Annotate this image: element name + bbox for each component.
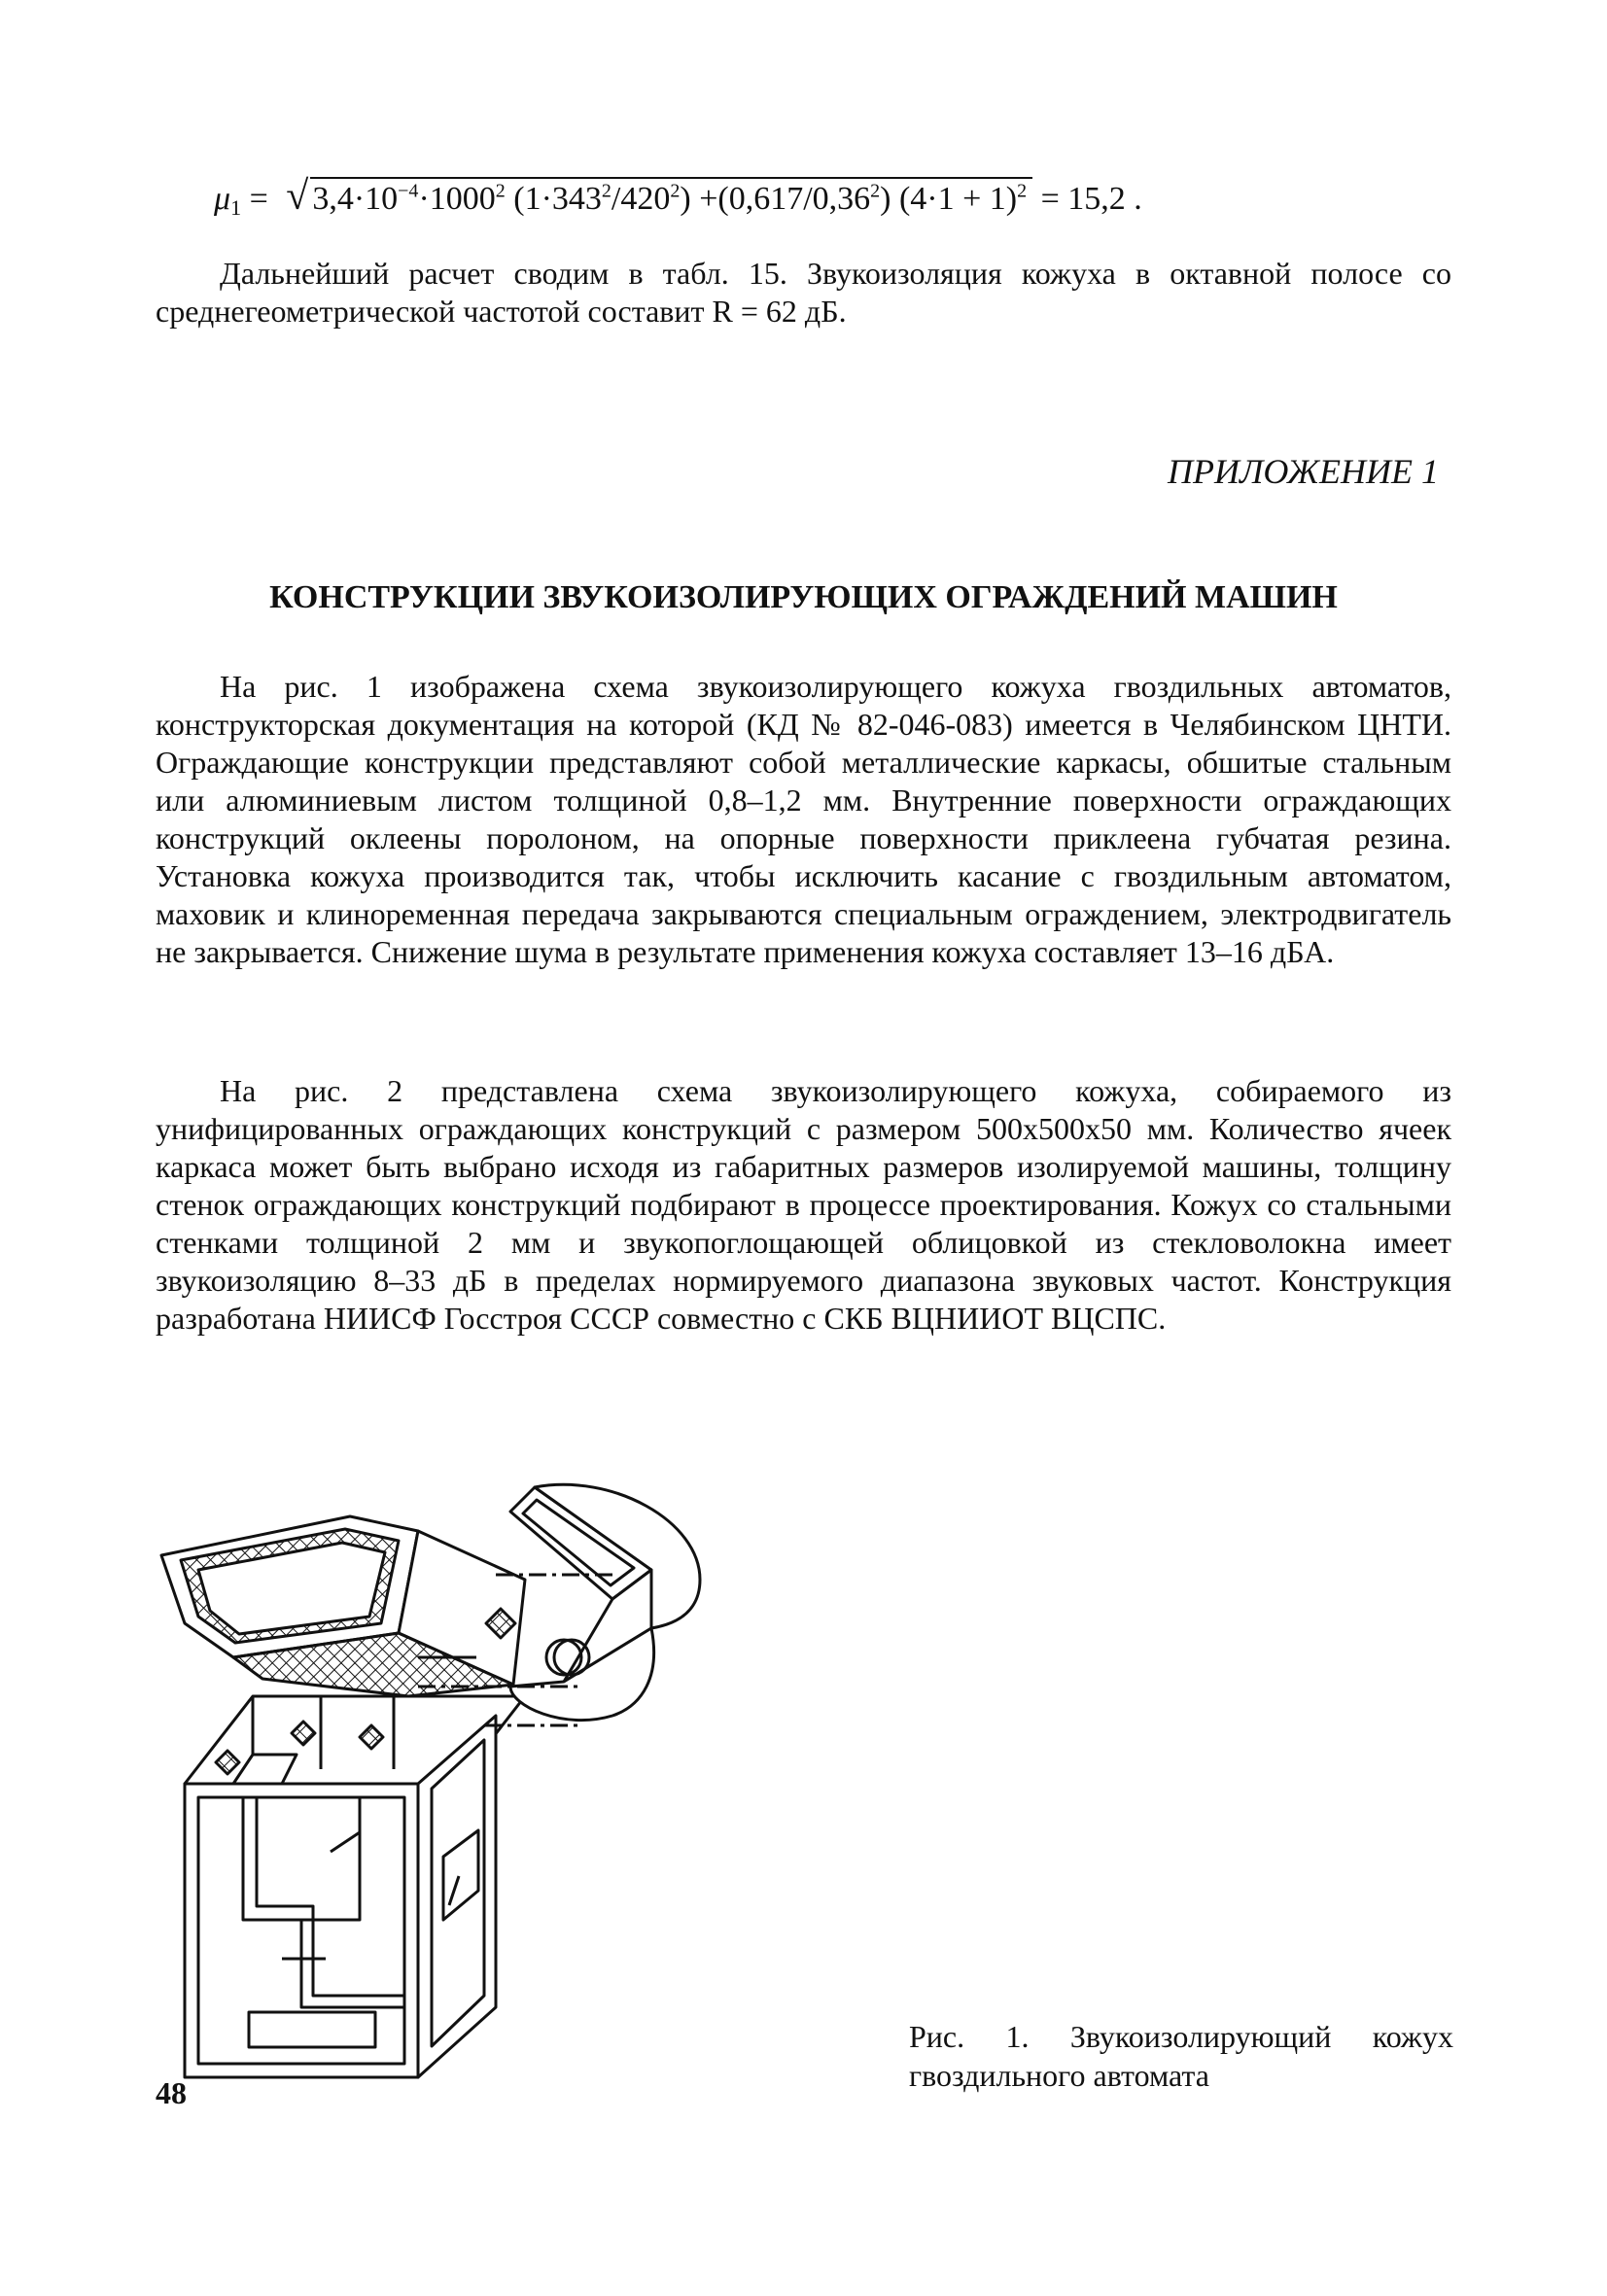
radicand-part: (1·343: [505, 181, 602, 217]
radicand-part: ) (4·1 + 1): [880, 181, 1018, 217]
radicand-exponent: 2: [1017, 180, 1028, 202]
formula-lhs-subscript: 1: [230, 195, 242, 220]
radicand-exponent: 2: [870, 180, 881, 202]
radicand-exponent: 2: [495, 180, 506, 202]
square-root-icon: √: [286, 174, 309, 219]
appendix-label: ПРИЛОЖЕНИЕ 1: [1168, 452, 1439, 491]
formula-lhs: μ: [214, 181, 231, 217]
formula-equals: =: [241, 181, 277, 217]
radicand-part: ·1000: [418, 181, 496, 217]
radicand-exponent: 2: [670, 180, 681, 202]
radicand-part: 3,4·10: [312, 181, 399, 217]
radicand-part: /420: [611, 181, 671, 217]
formula: [214, 173, 1439, 221]
radicand-exponent: 2: [601, 180, 611, 202]
paragraph-figure-2-description: На рис. 2 представлена схема звукоизолирующего кожуха, собираемого из унифицированных ограждающих конструкций с размером 500х500х50 мм. Количество ячеек каркаса может быть выбрано исходя из габаритных размеров изолируемой машины, толщину стенок ограждающих конструкций подбирают в процессе проектирования. Кожух со стальными стенками толщиной 2 мм и звукопоглощающей облицовкой из стекловолокна имеет звукоизоляцию 8–33 дБ в пределах нормируемого диапазона звуковых частот. Конструкция разработана НИИСФ Госстроя СССР совместно с СКБ ВЦНИИОТ ВЦСПС.: [156, 1073, 1451, 1336]
page-number: 48: [156, 2075, 187, 2110]
paragraph-calculation: Дальнейший расчет сводим в табл. 15. Звукоизоляция кожуха в октавной полосе со среднегеометрической частотой составит R = 62 дБ.: [156, 256, 1451, 329]
paragraph-figure-1-description: На рис. 1 изображена схема звукоизолирующего кожуха гвоздильных автоматов, конструкторская документация на которой (КД № 82-046-083) имеется в Челябинском ЦНТИ. Ограждающие конструкции представляют собой металлические каркасы, обшитые стальным или алюминиевым листом толщиной 0,8–1,2 мм. Внутренние поверхности ограждающих конструкций оклеены поролоном, на опорные поверхности приклеена губчатая резина. Установка кожуха производится так, чтобы исключить касание с гвоздильным автоматом, маховик и клиноременная передача закрываются специальным ограждением, электродвигатель не закрывается. Снижение шума в результате применения кожуха составляет 13–16 дБА.: [156, 669, 1451, 969]
radicand-exponent: −4: [398, 180, 419, 202]
formula-radicand: [310, 177, 1032, 217]
section-heading: КОНСТРУКЦИИ ЗВУКОИЗОЛИРУЮЩИХ ОГРАЖДЕНИЙ МАШИН: [269, 579, 1338, 615]
enclosure-drawing-icon: [156, 1463, 894, 2085]
radicand-part: ) +(0,617/0,36: [680, 181, 871, 217]
figure-caption: Рис. 1. Звукоизолирующий кожух гвоздильного автомата: [909, 2019, 1453, 2093]
formula-result: = 15,2 .: [1032, 181, 1142, 217]
